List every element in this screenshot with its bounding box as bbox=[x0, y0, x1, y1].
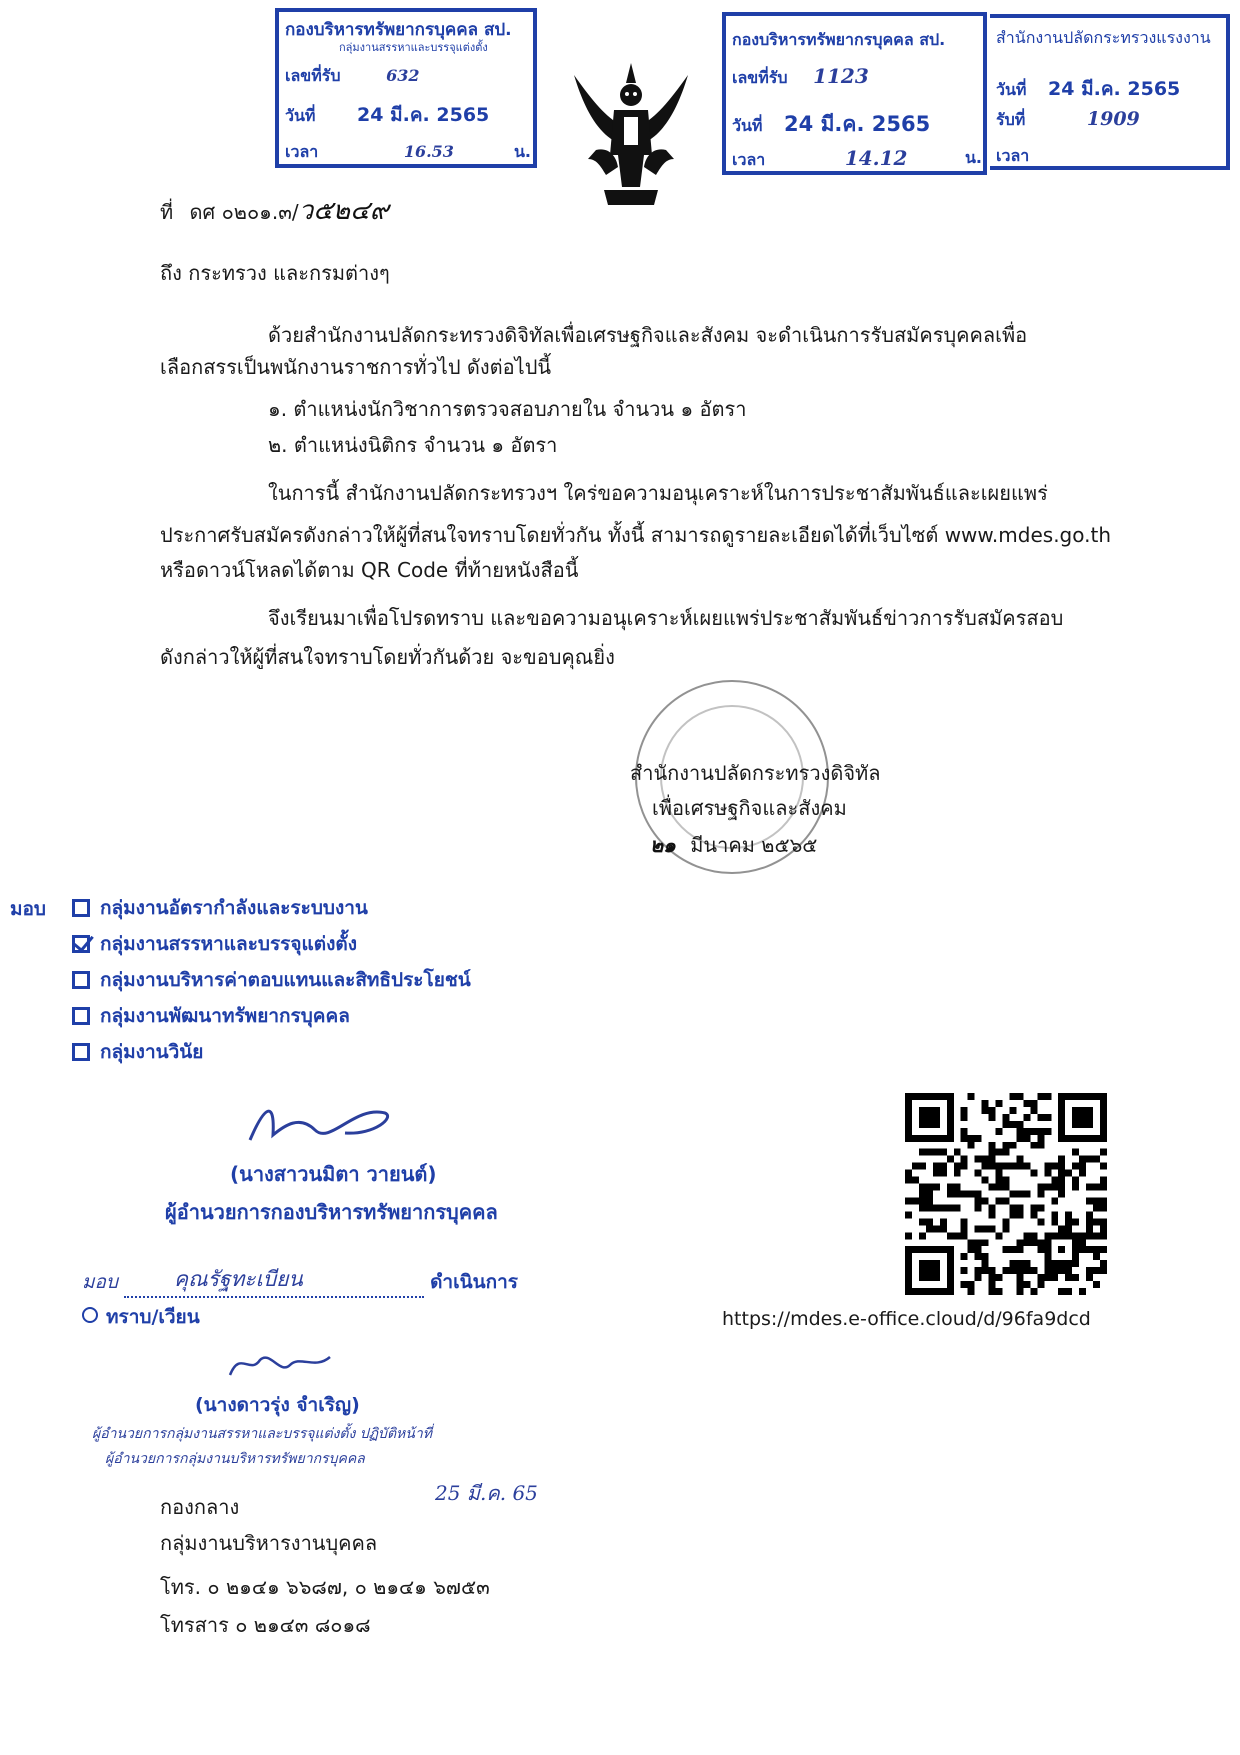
director-name: (นางสาวนมิตา วายนต์) bbox=[230, 1162, 437, 1186]
sender-date-day: ๒๑ bbox=[650, 833, 676, 857]
checkbox-icon bbox=[72, 1043, 90, 1061]
stamp-time-label: เวลา bbox=[732, 150, 766, 169]
sender-date bbox=[650, 832, 817, 858]
qr-code bbox=[905, 1093, 1107, 1295]
stamp-date-value: 24 มี.ค. 2565 bbox=[784, 112, 931, 136]
director-title: ผู้อำนวยการกองบริหารทรัพยากรบุคคล bbox=[165, 1200, 498, 1224]
stamp-date-label: วันที่ bbox=[732, 116, 763, 135]
reference-value: ดศ ๐๒๐๑.๓/ bbox=[189, 200, 299, 224]
stamp-number-value: 1909 bbox=[1086, 108, 1140, 130]
addressee: ถึง กระทรวง และกรมต่างๆ bbox=[160, 261, 390, 285]
stamp-time-label: เวลา bbox=[996, 146, 1030, 165]
second-note-1: ผู้อำนวยการกลุ่มงานสรรหาและบรรจุแต่งตั้ง ปฏิบัติหน้าที่ bbox=[92, 1426, 432, 1442]
inform-line bbox=[82, 1302, 200, 1332]
assign-item bbox=[72, 998, 471, 1034]
reference-number bbox=[160, 198, 389, 225]
assign-item-label: กลุ่มงานพัฒนาทรัพยากรบุคคล bbox=[100, 1005, 350, 1027]
sender-line-2: เพื่อเศรษฐกิจและสังคม bbox=[652, 796, 847, 820]
stamp-org: กองบริหารทรัพยากรบุคคล สป. bbox=[732, 30, 946, 49]
stamp-number-value: 632 bbox=[386, 66, 420, 85]
sender-date-month-year: มีนาคม ๒๕๖๕ bbox=[690, 833, 818, 857]
assign-item bbox=[72, 890, 471, 926]
inform-text: ทราบ/เวียน bbox=[106, 1306, 200, 1328]
second-date: 25 มี.ค. 65 bbox=[435, 1481, 538, 1505]
stamp-date-row bbox=[996, 74, 1180, 104]
assign-list bbox=[72, 890, 471, 1070]
action-prefix: มอบ bbox=[82, 1271, 118, 1293]
stamp-date-row bbox=[732, 108, 930, 141]
checkbox-icon bbox=[72, 971, 90, 989]
second-name: (นางดาวรุ่ง จำเริญ) bbox=[195, 1394, 360, 1416]
stamp-org: สำนักงานปลัดกระทรวงแรงงาน bbox=[996, 28, 1211, 47]
stamp-date-label: วันที่ bbox=[996, 80, 1027, 99]
stamp-number-label: รับที่ bbox=[996, 110, 1026, 129]
stamp-time-row bbox=[732, 146, 982, 173]
stamp-time-row bbox=[996, 144, 1029, 169]
assign-item-label: กลุ่มงานบริหารค่าตอบแทนและสิทธิประโยชน์ bbox=[100, 969, 471, 991]
reception-stamp-2 bbox=[722, 12, 987, 175]
footer-department: กองกลาง bbox=[160, 1495, 240, 1519]
body-paragraph-3-line-2: ดังกล่าวให้ผู้ที่สนใจทราบโดยทั่วกันด้วย จะขอบคุณยิ่ง bbox=[160, 645, 615, 669]
stamp-org: กองบริหารทรัพยากรบุคคล สป. bbox=[285, 20, 512, 40]
reception-stamp-3 bbox=[990, 14, 1230, 170]
stamp-number-label: เลขที่รับ bbox=[732, 68, 788, 87]
body-paragraph-1-line-1: ด้วยสำนักงานปลัดกระทรวงดิจิทัลเพื่อเศรษฐกิจและสังคม จะดำเนินการรับสมัครบุคคลเพื่อ bbox=[268, 323, 1028, 347]
checkbox-icon bbox=[72, 899, 90, 917]
stamp-number-row bbox=[285, 64, 420, 89]
body-paragraph-3-line-1: จึงเรียนมาเพื่อโปรดทราบ และขอความอนุเคราะห์เผยแพร่ประชาสัมพันธ์ข่าวการรับสมัครสอบ bbox=[268, 606, 1064, 630]
action-assignee: คุณรัฐทะเบียน bbox=[174, 1267, 303, 1291]
action-suffix: ดำเนินการ bbox=[430, 1271, 518, 1293]
stamp-number-label: เลขที่รับ bbox=[285, 66, 341, 85]
garuda-emblem bbox=[566, 55, 696, 215]
stamp-date-value: 24 มี.ค. 2565 bbox=[357, 104, 490, 126]
stamp-time-value: 16.53 bbox=[403, 142, 454, 161]
body-paragraph-2-line-2: ประกาศรับสมัครดังกล่าวให้ผู้ที่สนใจทราบโดยทั่วกัน ทั้งนี้ สามารถดูรายละเอียดได้ที่เว็บไซต์ www.mdes.go.th bbox=[160, 523, 1112, 547]
stamp-sub: กลุ่มงานสรรหาและบรรจุแต่งตั้ง bbox=[339, 41, 488, 54]
stamp-number-value: 1123 bbox=[813, 64, 869, 88]
second-signature bbox=[225, 1345, 335, 1385]
checked-checkbox-icon bbox=[72, 935, 90, 953]
director-signature bbox=[245, 1095, 405, 1155]
reference-handwritten: ว๕๒๔๙ bbox=[298, 196, 389, 226]
stamp-time-value: 14.12 bbox=[844, 146, 908, 170]
reception-stamp-1 bbox=[275, 8, 537, 168]
stamp-time-row bbox=[285, 140, 531, 165]
stamp-date-value: 24 มี.ค. 2565 bbox=[1048, 78, 1181, 100]
reference-label: ที่ bbox=[160, 200, 174, 224]
footer-fax: โทรสาร ๐ ๒๑๔๓ ๘๐๑๘ bbox=[160, 1613, 371, 1637]
stamp-date-label: วันที่ bbox=[285, 106, 316, 125]
assign-item-label: กลุ่มงานอัตรากำลังและระบบงาน bbox=[100, 897, 368, 919]
footer-telephone: โทร. ๐ ๒๑๔๑ ๖๖๘๗, ๐ ๒๑๔๑ ๖๗๕๓ bbox=[160, 1575, 490, 1599]
stamp-number-row bbox=[732, 64, 869, 91]
sender-line-1: สำนักงานปลัดกระทรวงดิจิทัล bbox=[630, 761, 881, 785]
assign-item-label: กลุ่มงานสรรหาและบรรจุแต่งตั้ง bbox=[100, 933, 357, 955]
stamp-time-suffix: น. bbox=[964, 148, 982, 167]
qr-url: https://mdes.e-office.cloud/d/96fa9dcd bbox=[722, 1308, 1091, 1330]
footer-group: กลุ่มงานบริหารงานบุคคล bbox=[160, 1531, 378, 1555]
assign-item bbox=[72, 1034, 471, 1070]
action-line bbox=[82, 1265, 518, 1300]
position-item-1: ๑. ตำแหน่งนักวิชาการตรวจสอบภายใน จำนวน ๑ อัตรา bbox=[268, 397, 747, 421]
stamp-time-suffix: น. bbox=[513, 142, 531, 161]
body-paragraph-2-line-1: ในการนี้ สำนักงานปลัดกระทรวงฯ ใคร่ขอความอนุเคราะห์ในการประชาสัมพันธ์และเผยแพร่ bbox=[268, 481, 1048, 505]
position-item-2: ๒. ตำแหน่งนิติกร จำนวน ๑ อัตรา bbox=[268, 433, 558, 457]
stamp-number-row bbox=[996, 108, 1140, 133]
stamp-time-label: เวลา bbox=[285, 142, 319, 161]
assign-label: มอบ bbox=[10, 898, 46, 920]
body-paragraph-1-line-2: เลือกสรรเป็นพนักงานราชการทั่วไป ดังต่อไปนี้ bbox=[160, 355, 552, 379]
assign-item bbox=[72, 926, 471, 962]
stamp-date-row bbox=[285, 100, 489, 130]
assign-item-label: กลุ่มงานวินัย bbox=[100, 1041, 204, 1063]
second-note-2: ผู้อำนวยการกลุ่มงานบริหารทรัพยากรบุคคล bbox=[105, 1451, 365, 1467]
body-paragraph-2-line-3: หรือดาวน์โหลดได้ตาม QR Code ที่ท้ายหนังสือนี้ bbox=[160, 558, 579, 582]
checkbox-icon bbox=[72, 1007, 90, 1025]
assign-item bbox=[72, 962, 471, 998]
